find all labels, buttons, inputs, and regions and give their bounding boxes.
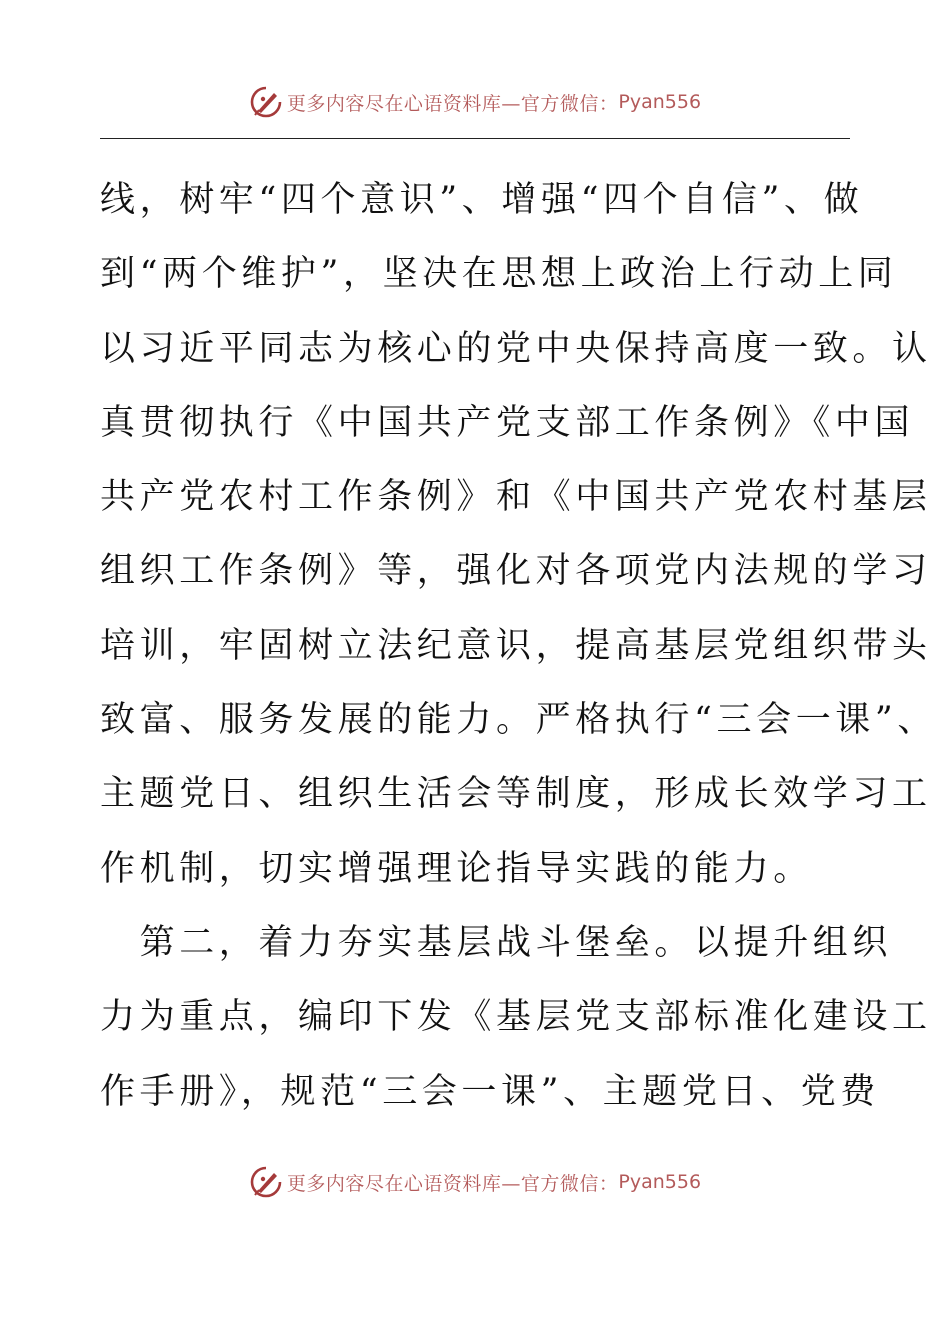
text-line: 到“两个维护”，坚决在思想上政治上行动上同: [100, 254, 898, 295]
text-line: 培训，牢固树立法纪意识，提高基层党组织带头: [100, 625, 932, 666]
text-line: 共产党农村工作条例》和《中国共产党农村基层: [100, 477, 932, 518]
text-line: 致富、服务发展的能力。严格执行“三会一课”、: [100, 700, 937, 741]
text-line: 作机制，切实增强理论指导实践的能力。: [100, 848, 813, 889]
quill-pen-logo-icon: [249, 85, 283, 119]
quill-pen-logo-icon: [249, 1165, 283, 1199]
text-line: 主题党日、组织生活会等制度，形成长效学习工: [100, 774, 932, 815]
text-line: 力为重点，编印下发《基层党支部标准化建设工: [100, 997, 932, 1038]
document-body: [100, 163, 937, 1129]
watermark-wechat-id: Pyan556: [618, 91, 702, 113]
text-line: 以习近平同志为核心的党中央保持高度一致。认: [100, 328, 932, 369]
header-watermark: [0, 82, 950, 122]
paragraph-start-line: 第二，着力夯实基层战斗堡垒。以提升组织: [100, 922, 893, 963]
text-line: 作手册》，规范“三会一课”、主题党日、党费: [100, 1071, 880, 1112]
text-line: 组织工作条例》等，强化对各项党内法规的学习: [100, 551, 932, 592]
footer-watermark: [0, 1162, 950, 1202]
text-line: 线，树牢“四个意识”、增强“四个自信”、做: [100, 180, 864, 220]
watermark-text: 更多内容尽在心语资料库—官方微信：: [286, 1172, 619, 1195]
watermark-wechat-id: Pyan556: [618, 1171, 702, 1193]
text-line: 真贯彻执行《中国共产党支部工作条例》《中国: [100, 402, 915, 443]
watermark-text: 更多内容尽在心语资料库—官方微信：: [286, 92, 619, 115]
header-divider: [100, 138, 850, 139]
